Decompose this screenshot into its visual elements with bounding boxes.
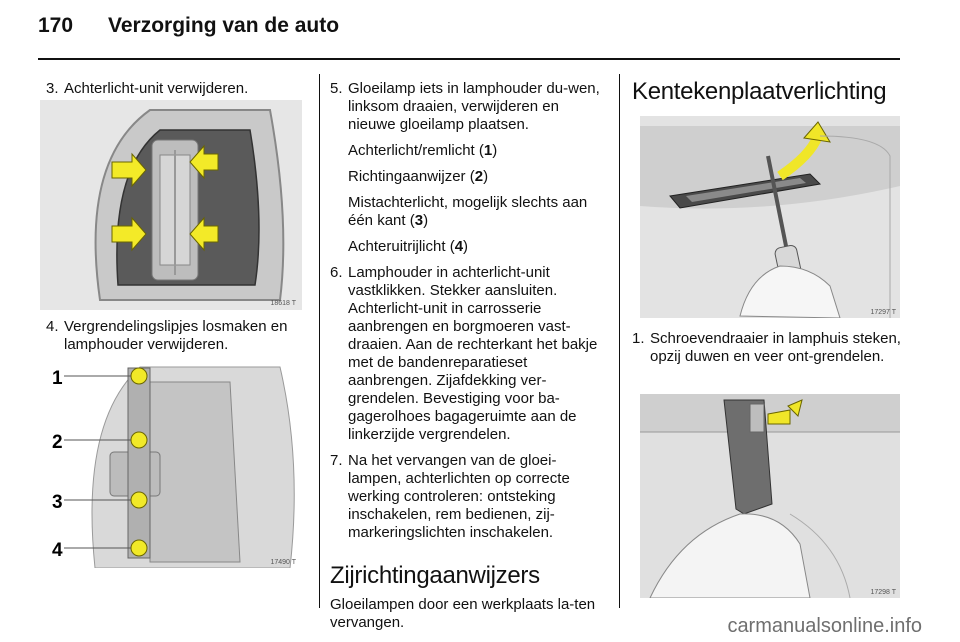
step-6 bbox=[330, 264, 606, 444]
page-title: Verzorging van de auto bbox=[108, 14, 340, 37]
step-4 bbox=[46, 318, 308, 354]
page-number: 170 bbox=[38, 14, 74, 37]
step-text: Gloeilamp iets in lamphouder du-wen, linksom draaien, verwijderen en nieuwe gloeilamp plaatsen. bbox=[348, 80, 600, 133]
step-5 bbox=[330, 80, 606, 134]
watermark: carmanualsonline.info bbox=[727, 615, 922, 637]
callout-label-3: 3 bbox=[52, 492, 63, 513]
page-header bbox=[38, 14, 339, 38]
step-number: 1. bbox=[632, 330, 645, 347]
figure-code: 17298 T bbox=[870, 589, 896, 596]
step-text: Na het vervangen van de gloei-lampen, achterlichten op correcte werking controleren: ontsteking inschakelen, rem bedienen, zij-markeringslichten inschakelen. bbox=[348, 452, 570, 541]
step-number: 5. bbox=[330, 80, 343, 97]
step-number: 7. bbox=[330, 452, 343, 469]
callout-label-1: 1 bbox=[52, 368, 63, 389]
section-heading-block bbox=[632, 78, 902, 106]
callout-label-2: 2 bbox=[52, 432, 63, 453]
bulb-item-3: Mistachterlicht, mogelijk slechts aan één kant (3) bbox=[348, 194, 588, 229]
header-rule bbox=[38, 58, 900, 60]
step-text: Schroevendraaier in lamphuis steken, opzij duwen en veer ont-grendelen. bbox=[650, 330, 901, 365]
figure-code: 17490 T bbox=[270, 559, 296, 566]
step-3 bbox=[46, 80, 308, 98]
figure-tail-light-unit bbox=[40, 100, 302, 310]
figure-lamp-housing-removal bbox=[640, 394, 900, 598]
step-number: 6. bbox=[330, 264, 343, 281]
paragraph: Gloeilampen door een werkplaats la-ten vervangen. bbox=[330, 596, 596, 631]
step-text: Vergrendelingslipjes losmaken en lamphouder verwijderen. bbox=[64, 318, 288, 353]
column-2 bbox=[330, 80, 606, 632]
callout-label-4: 4 bbox=[52, 540, 63, 561]
figure-lamp-holder bbox=[40, 362, 302, 568]
step-text: Lamphouder in achterlicht-unit vastklikken. Stekker aansluiten. Achterlicht-unit in carrosserie aanbrengen en borgmoeren vast-draaien. Aan de rechterkant het bakje met de bandenreparatieset aanbrengen. Zijafdekking ver-grendelen. Bevestiging voor ba-gagerolhoes bagageruimte aan de linkerzijde vergrendelen. bbox=[348, 264, 598, 443]
step-text: Achterlicht-unit verwijderen. bbox=[64, 80, 249, 97]
column-divider-2 bbox=[619, 74, 620, 608]
section-heading-kentekenplaatverlichting: Kentekenplaatverlichting bbox=[632, 78, 887, 105]
column-divider-1 bbox=[319, 74, 320, 608]
bulb-item-2: Richtingaanwijzer (2) bbox=[348, 168, 489, 185]
figure-code: 17297 T bbox=[870, 309, 896, 316]
figure-screwdriver-lamp-housing bbox=[640, 116, 900, 318]
step-number: 3. bbox=[46, 80, 59, 97]
step-number: 4. bbox=[46, 318, 59, 335]
bulb-item-4: Achteruitrijlicht (4) bbox=[348, 238, 469, 255]
section-heading-zijrichtingaanwijzers: Zijrichtingaanwijzers bbox=[330, 562, 540, 589]
step-1 bbox=[632, 330, 902, 366]
step-7 bbox=[330, 452, 606, 542]
bulb-item-1: Achterlicht/remlicht (1) bbox=[348, 142, 498, 159]
figure-code: 18618 T bbox=[270, 300, 296, 307]
